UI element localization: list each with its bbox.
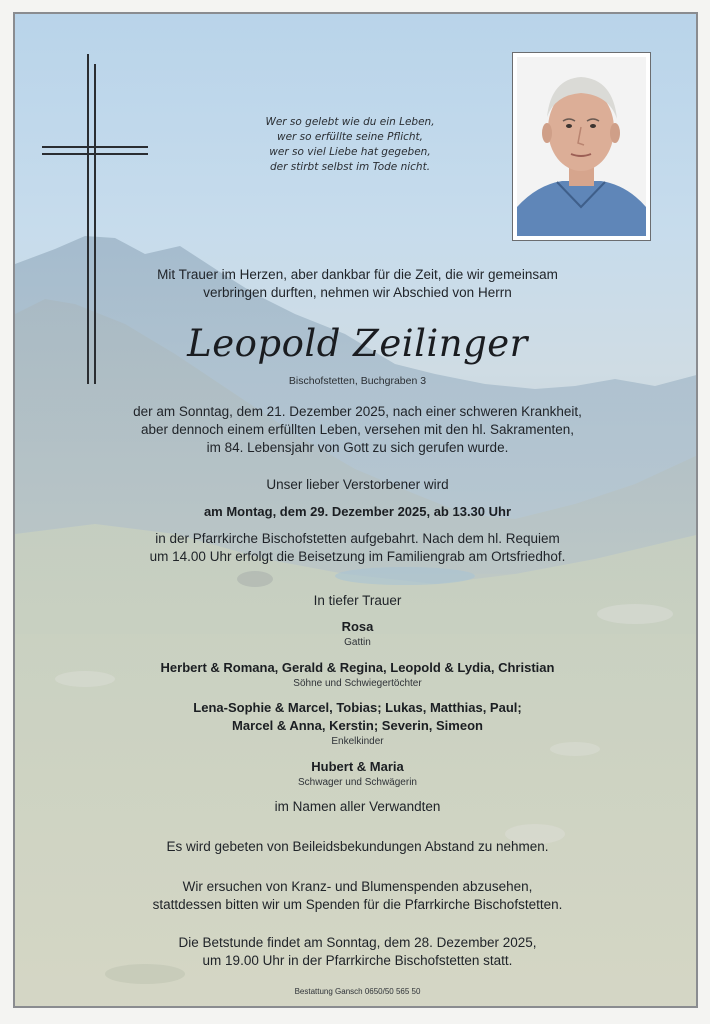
obituary-card: [13, 12, 698, 1008]
laid-out-intro: Unser lieber Verstorbener wird: [266, 477, 449, 492]
intro-line: Mit Trauer im Herzen, aber dankbar für die Zeit, die wir gemeinsam: [157, 267, 558, 282]
prayer-note-line: Die Betstunde findet am Sonntag, dem 28. Dezember 2025,: [178, 935, 537, 950]
memorial-verse: [225, 115, 475, 175]
death-notice-line: der am Sonntag, dem 21. Dezember 2025, nach einer schweren Krankheit,: [133, 404, 582, 419]
deceased-name: Leopold Zeilinger: [187, 322, 528, 365]
death-notice-line: aber dennoch einem erfüllten Leben, versehen mit den hl. Sakramenten,: [140, 422, 575, 437]
verse-line: Wer so gelebt wie du ein Leben,: [265, 116, 435, 128]
condolence-note: Es wird gebeten von Beileidsbekundungen Abstand zu nehmen.: [166, 839, 549, 854]
donation-note: [15, 878, 698, 914]
prayer-note: [15, 934, 698, 970]
mourner-role: Gattin: [344, 637, 371, 648]
portrait-photo: [512, 52, 651, 241]
relatives-line: im Namen aller Verwandten: [274, 799, 441, 814]
death-notice-line: im 84. Lebensjahr von Gott zu sich gerufen wurde.: [206, 440, 509, 455]
prayer-note-line: um 19.00 Uhr in der Pfarrkirche Bischofstetten statt.: [202, 953, 513, 968]
funeral-details-line: in der Pfarrkirche Bischofstetten aufgebahrt. Nach dem hl. Requiem: [155, 531, 560, 546]
verse-line: der stirbt selbst im Tode nicht.: [269, 161, 431, 173]
mourner-names: Rosa: [341, 619, 374, 634]
mourner-names: Marcel & Anna, Kerstin; Severin, Simeon: [232, 718, 483, 733]
mourner-group-in-laws: [15, 758, 698, 789]
death-notice: [15, 403, 698, 457]
verse-line: wer so erfüllte seine Pflicht,: [276, 131, 424, 143]
mourner-role: Söhne und Schwiegertöchter: [293, 678, 422, 689]
donation-note-line: Wir ersuchen von Kranz- und Blumenspenden abzusehen,: [182, 879, 533, 894]
funeral-details: [15, 530, 698, 566]
funeral-home-footer: Bestattung Gansch 0650/50 565 50: [294, 987, 421, 996]
mourner-names: Herbert & Romana, Gerald & Regina, Leopold & Lydia, Christian: [160, 660, 555, 675]
intro-line: verbringen durften, nehmen wir Abschied von Herrn: [203, 285, 512, 300]
laid-out-date: am Montag, dem 29. Dezember 2025, ab 13.30 Uhr: [203, 504, 512, 519]
mourning-heading: In tiefer Trauer: [313, 593, 402, 608]
donation-note-line: stattdessen bitten wir um Spenden für die Pfarrkirche Bischofstetten.: [152, 897, 563, 912]
intro-text: [15, 266, 698, 302]
mourner-role: Schwager und Schwägerin: [298, 777, 417, 788]
mourner-names: Hubert & Maria: [311, 759, 404, 774]
mourner-role: Enkelkinder: [331, 736, 384, 747]
mourner-group-grandchildren: [15, 699, 698, 748]
mourner-names: Lena-Sophie & Marcel, Tobias; Lukas, Matthias, Paul;: [193, 700, 522, 715]
verse-line: wer so viel Liebe hat gegeben,: [269, 146, 431, 158]
funeral-details-line: um 14.00 Uhr erfolgt die Beisetzung im Familiengrab am Ortsfriedhof.: [149, 549, 566, 564]
mourner-group-spouse: [15, 618, 698, 649]
deceased-address: Bischofstetten, Buchgraben 3: [288, 375, 427, 387]
mourner-group-sons: [15, 659, 698, 690]
